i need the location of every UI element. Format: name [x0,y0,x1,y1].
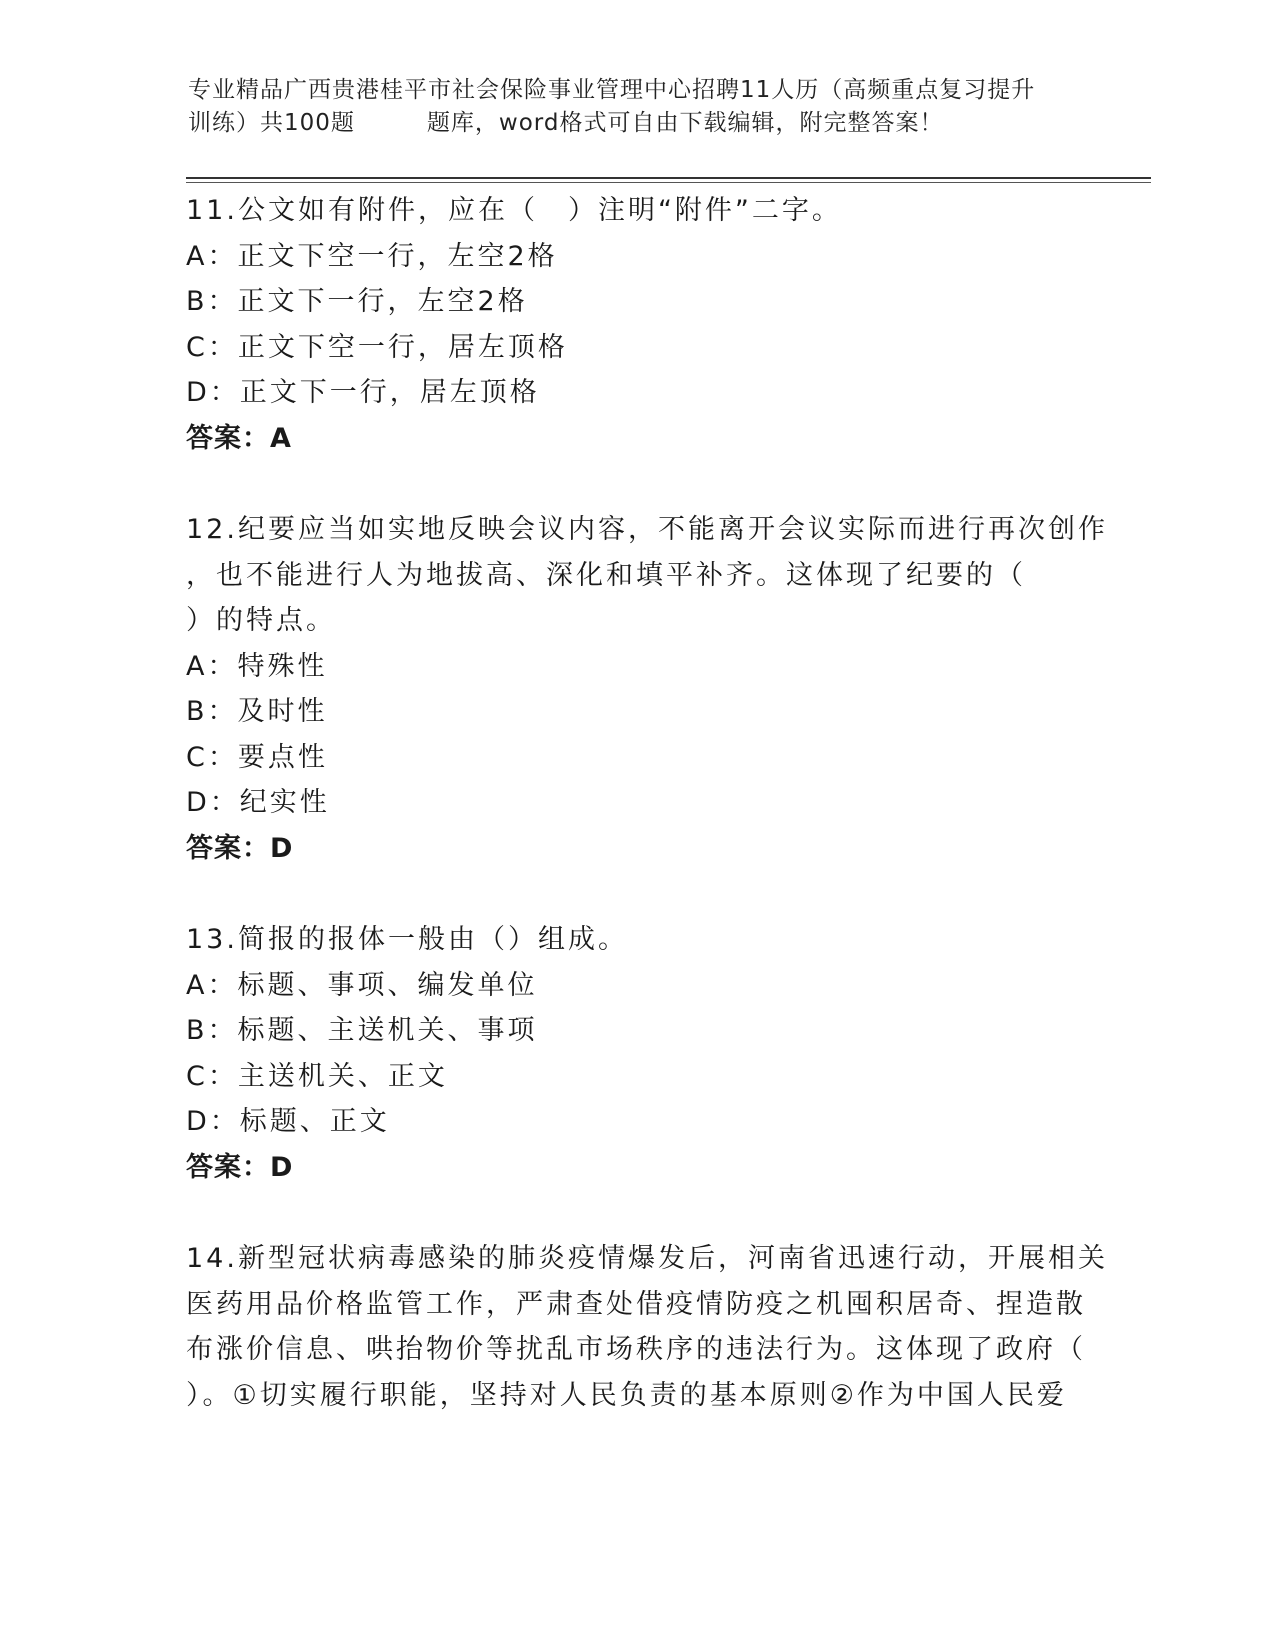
question-stem: 12.纪要应当如实地反映会议内容，不能离开会议实际而进行再次创作 [186,514,1108,545]
question-stem: 布涨价信息、哄抬物价等扰乱市场秩序的违法行为。这体现了政府（ [186,1334,1086,1365]
answer-label: 答案：D [186,1151,294,1183]
option-b: B：标题、主送机关、事项 [186,1015,538,1046]
option-c: C：正文下空一行，居左顶格 [186,331,568,363]
option-d: D：正文下一行，居左顶格 [186,377,540,408]
option-b: B：及时性 [186,696,328,727]
option-c: C：主送机关、正文 [186,1060,448,1092]
question-stem: 医药用品价格监管工作，严肃查处借疫情防疫之机囤积居奇、捏造散 [186,1288,1086,1320]
question-13 [186,917,1086,1190]
header-divider-thick [186,177,1151,179]
option-a: A：正文下空一行，左空2格 [186,240,558,272]
question-stem: 14.新型冠状病毒感染的肺炎疫情爆发后，河南省迅速行动，开展相关 [186,1243,1108,1274]
question-12 [186,507,1108,871]
header-title-left: 训练）共100题 [188,110,355,136]
option-b: B：正文下一行，左空2格 [186,286,528,317]
question-11 [186,188,1086,461]
answer-label: 答案：D [186,832,294,864]
question-14 [186,1236,1108,1418]
header-title-line-2 [188,107,1088,140]
header-title-right: 题库，word格式可自由下载编辑，附完整答案！ [426,110,944,136]
page-header [188,74,1088,140]
question-stem: ）的特点。 [186,605,336,636]
option-c: C：要点性 [186,741,328,773]
header-title-line-1: 专业精品广西贵港桂平市社会保险事业管理中心招聘11人历（高频重点复习提升 [188,77,1036,103]
option-a: A：特殊性 [186,650,328,682]
question-stem: ，也不能进行人为地拔高、深化和填平补齐。这体现了纪要的（ [186,559,1026,591]
answer-label: 答案：A [186,422,292,454]
option-d: D：纪实性 [186,787,330,818]
question-stem: ）。①切实履行职能，坚持对人民负责的基本原则②作为中国人民爱 [186,1379,1067,1411]
header-divider-thin [186,182,1151,183]
option-a: A：标题、事项、编发单位 [186,969,538,1001]
question-list [186,188,1108,1418]
question-stem: 11.公文如有附件，应在（ ）注明“附件”二字。 [186,195,842,226]
question-stem: 13.简报的报体一般由（）组成。 [186,924,628,955]
option-d: D：标题、正文 [186,1106,390,1137]
